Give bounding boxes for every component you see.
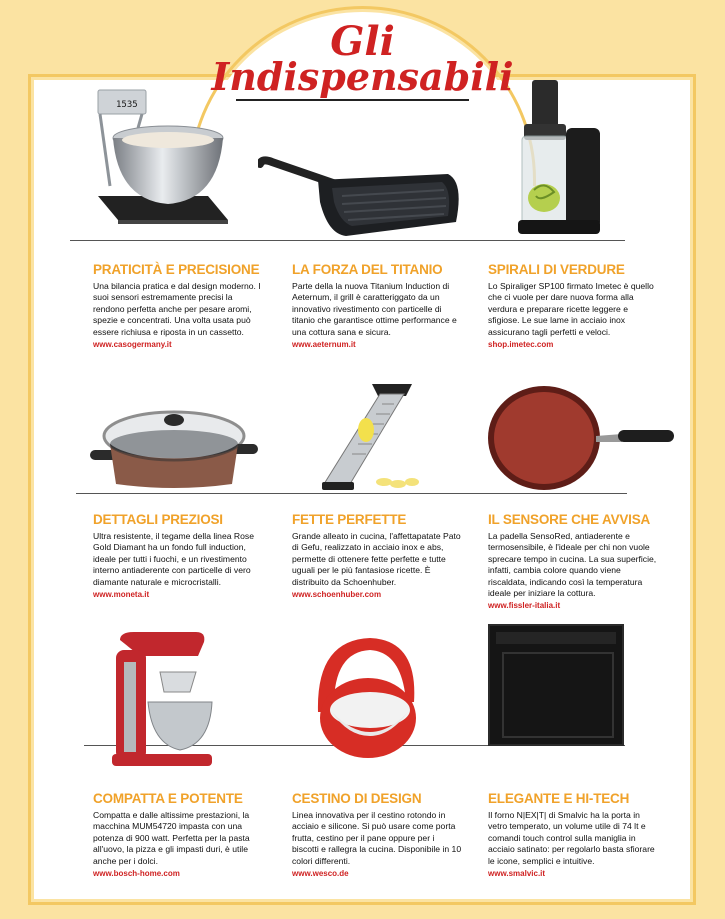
item-description: Lo Spiraliger SP100 firmato Imetec è quello che ci vuole per dare nuova forma alla verdura e preparare ricette leggere e sfigiose. Le sue lame in acciaio inox assicurano tagli perfetti e veloci. <box>488 281 654 337</box>
item-description: Il forno N|EX|T| di Smalvic ha la porta in vetro temperato, un volume utile di 74 lt e comandi touch control sulla maniglia in acciaio satinato: per regolarlo basta sfiorare le icone, semplici e intuitive. <box>488 810 655 866</box>
title-underline <box>236 99 469 101</box>
item-heading: ELEGANTE E HI-TECH <box>488 791 630 806</box>
item-heading: IL SENSORE CHE AVVISA <box>488 512 651 527</box>
item-link[interactable]: www.bosch-home.com <box>93 869 180 879</box>
item-link[interactable]: www.smalvic.it <box>488 869 546 879</box>
item-description: Ultra resistente, il tegame della linea Rose Gold Diamant ha un fondo full induction, ideale per tutti i fuochi, e un rivestimento interno antiaderente con particelle di vero diamante naturale e microcristalli. <box>93 531 254 587</box>
item-description: Parte della la nuova Titanium Induction di Aeternum, il grill è caratteriggato da un innovativo rivestimento con particelle di titanio che garantisce ottime performance e una cottura sana e sicura. <box>292 281 457 337</box>
item-heading: CESTINO DI DESIGN <box>292 791 422 806</box>
fruit-basket-image <box>310 632 420 762</box>
stand-mixer-image <box>100 632 218 772</box>
item-block <box>292 791 462 878</box>
item-link[interactable]: www.wesco.de <box>292 869 349 879</box>
item-heading: DETTAGLI PREZIOSI <box>93 512 223 527</box>
item-block <box>488 262 658 349</box>
item-link[interactable]: shop.imetec.com <box>488 340 554 350</box>
oven-image <box>488 624 624 746</box>
item-heading: PRATICITÀ E PRECISIONE <box>93 262 260 277</box>
red-frying-pan-image <box>488 380 676 492</box>
item-description: Una bilancia pratica e dal design moderno. I suoi sensori estremamente precisi la rendono perfetta anche per pesare aromi, spezie e concentrati. Una volta usata può essere richiusa e riposta in un cassetto. <box>93 281 261 337</box>
item-link[interactable]: www.moneta.it <box>93 590 150 600</box>
item-heading: SPIRALI DI VERDURE <box>488 262 625 277</box>
item-block <box>292 512 462 599</box>
item-description: Grande alleato in cucina, l'affettapatate Pato di Gefu, realizzato in acciaio inox e abs, permette di ottenere fette perfette e tutte uguali per le più fantasiose ricette. È distribuito da Schoenhuber. <box>292 531 461 587</box>
item-block <box>488 791 658 878</box>
item-heading: LA FORZA DEL TITANIO <box>292 262 443 277</box>
item-description: Compatta e dalle altissime prestazioni, la macchina MUM54720 impasta con una potenza di 900 watt. Perfetta per la pasta all'uovo, la pizza e gli impasti duri, è utile anche per i dolci. <box>93 810 250 866</box>
row-divider <box>70 240 625 241</box>
item-block <box>93 791 263 878</box>
rose-gold-pot-image <box>88 400 260 490</box>
item-description: Linea innovativa per il cestino rotondo in acciaio e silicone. Si può usare come porta frutta, cestino per il pane oppure per i biscotti e rallegra la cucina. Disponibile in 10 colori differenti. <box>292 810 462 866</box>
item-link[interactable]: www.casogermany.it <box>93 340 172 350</box>
item-block <box>93 262 263 349</box>
page-title-line2: Indispensabili <box>211 54 514 99</box>
kitchen-scale-image <box>88 88 238 236</box>
item-link[interactable]: www.fissler-italia.it <box>488 601 561 611</box>
potato-slicer-image <box>320 380 420 495</box>
spiralizer-image <box>510 80 606 240</box>
item-heading: FETTE PERFETTE <box>292 512 407 527</box>
item-block <box>93 512 263 599</box>
item-link[interactable]: www.schoenhuber.com <box>292 590 382 600</box>
item-block <box>292 262 462 349</box>
grill-pan-image <box>258 152 464 240</box>
item-description: La padella SensoRed, antiaderente e termosensibile, è l'ideale per chi non vuole sprecare tempo in cucina. La sua superficie, infatti, cambia colore quando viene riscaldata, indicando così la temperatura ideale per iniziare la cottura. <box>488 531 657 599</box>
item-block <box>488 512 658 610</box>
scale-display-readout: 1535 <box>116 100 138 110</box>
page-title-line1: Gli <box>330 18 395 65</box>
item-heading: COMPATTA E POTENTE <box>93 791 243 806</box>
item-link[interactable]: www.aeternum.it <box>292 340 356 350</box>
